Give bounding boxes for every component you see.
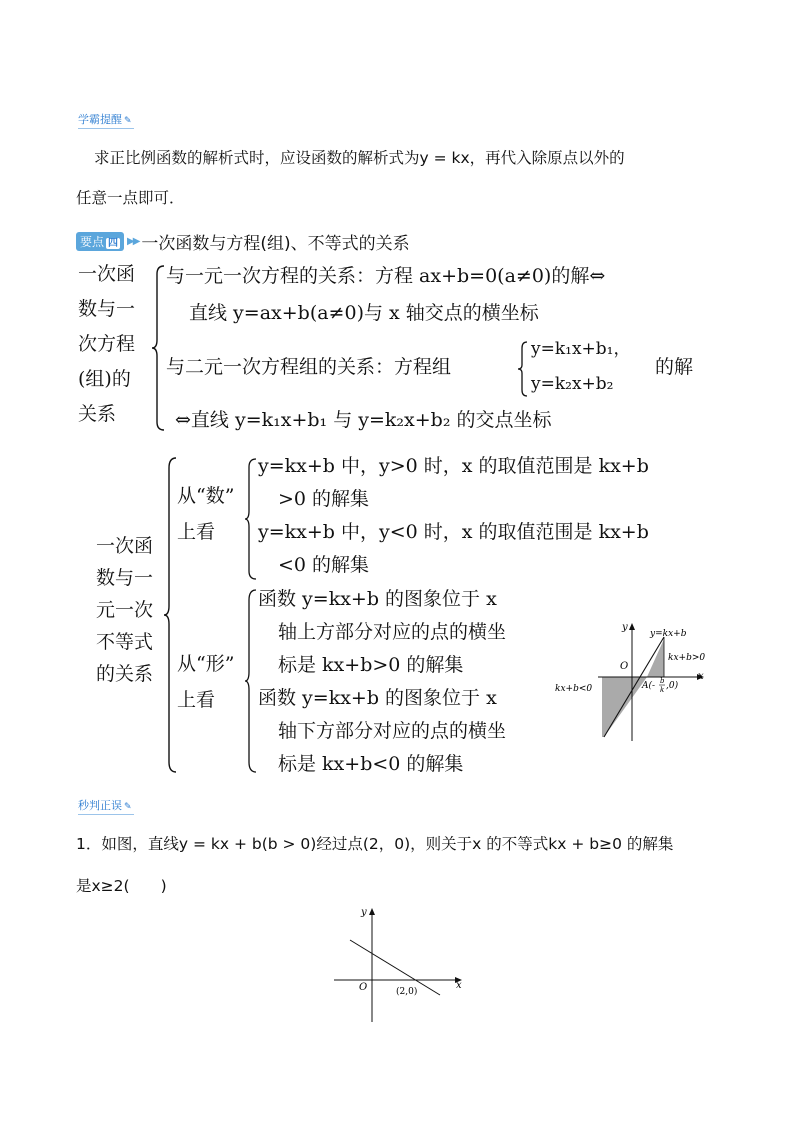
system-eq2: y=k₂x+b₂ [531,374,614,394]
shape-line: 函数 y=kx+b 的图象位于 x [258,588,497,610]
y-arrow-icon [369,908,375,915]
eq-section-label [78,265,150,440]
origin-label: O [359,982,368,993]
eq-label-line: (组)的 [78,368,131,390]
shape-label-line: 从“形” [177,653,235,675]
num-line: y=kx+b 中，y<0 时，x 的取值范围是 kx+b [258,521,649,543]
system-eq1: y=k₁x+b₁， [531,339,631,359]
ineq-section-label [96,537,168,697]
neg-label: kx+b<0 [555,684,593,694]
eq-label-line: 关系 [78,403,117,425]
ineq-label-line: 数与一 [96,567,154,589]
shape-line: 轴上方部分对应的点的横坐 [278,621,507,643]
pos-label: kx+b>0 [668,653,706,663]
y-label: y [361,907,367,918]
quiz-label-text: 秒判正误 [78,799,122,812]
point-numerator: b [660,677,665,685]
shape-line: 轴下方部分对应的点的横坐 [278,720,507,742]
quiz-label [78,797,134,815]
shape-line: 标是 kx+b>0 的解集 [278,654,464,676]
quiz-question-line2: 是x≥2( ) [76,877,167,895]
line-label: y=kx+b [650,629,687,639]
num-label-line: 从“数” [177,485,235,507]
eq-brace [151,264,167,432]
ineq-label-line: 一次函 [96,535,154,557]
tip-label [78,111,134,129]
origin-label: O [620,661,629,672]
eq-label-line: 次方程 [78,333,136,355]
shape-label [177,655,234,710]
y-label: y [622,622,628,633]
point-label: (2,0) [396,987,418,997]
pencil-icon: ✎ [124,116,132,126]
num-line: <0 的解集 [278,554,370,576]
num-line: >0 的解集 [278,488,370,510]
point-prefix: A(- [642,681,656,691]
shape-line: 函数 y=kx+b 的图象位于 x [258,687,497,709]
x-label: x [456,980,462,991]
quiz-question-line1: 1．如图，直线y = kx + b(b > 0)经过点(2，0)，则关于x 的不等式kx + b≥0 的解集 [76,835,674,853]
eq-line3-suffix: 的解 [655,356,694,378]
num-line: y=kx+b 中，y>0 时，x 的取值范围是 kx+b [258,455,649,477]
eq-line3-prefix: 与二元一次方程组的关系：方程组 [166,356,452,378]
keypoint-badge [76,232,124,251]
point-denominator: k [660,686,665,694]
eq-label-line: 数与一 [78,298,136,320]
eq-line4: ⇔直线 y=k₁x+b₁ 与 y=k₂x+b₂ 的交点坐标 [175,409,552,431]
arrow-icon: ▶▶ [127,236,139,247]
eq-line2: 直线 y=ax+b(a≠0)与 x 轴交点的横坐标 [189,302,539,324]
quiz-graph [328,902,468,1026]
ineq-graph [552,615,722,745]
keypoint-header [76,229,410,254]
keypoint-title: 一次函数与方程(组)、不等式的关系 [141,234,410,254]
ineq-label-line: 不等式 [96,631,154,653]
num-brace [244,457,258,581]
num-label-line: 上看 [177,521,216,543]
tip-text-line1: 求正比例函数的解析式时，应设函数的解析式为y = kx，再代入除原点以外的 [94,149,625,167]
positive-region [647,639,664,677]
num-label [177,487,234,542]
y-arrow-icon [629,623,635,630]
tip-text-line2: 任意一点即可． [76,189,185,207]
pencil-icon: ✎ [124,802,132,812]
system-brace [517,340,529,398]
negative-region [602,677,647,737]
keypoint-badge-text: 要点 [80,235,105,249]
x-label: x [698,671,704,682]
eq-line1: 与一元一次方程的关系：方程 ax+b=0(a≠0)的解⇔ [166,265,606,287]
eq-label-line: 一次函 [78,263,136,285]
shape-label-line: 上看 [177,689,216,711]
ineq-label-line: 的关系 [96,663,154,685]
shape-line: 标是 kx+b<0 的解集 [278,753,464,775]
ineq-label-line: 元一次 [96,599,154,621]
tip-label-text: 学霸提醒 [78,113,122,126]
shape-brace [244,588,258,774]
keypoint-number: 四 [108,238,119,249]
point-suffix: ,0) [666,681,679,691]
